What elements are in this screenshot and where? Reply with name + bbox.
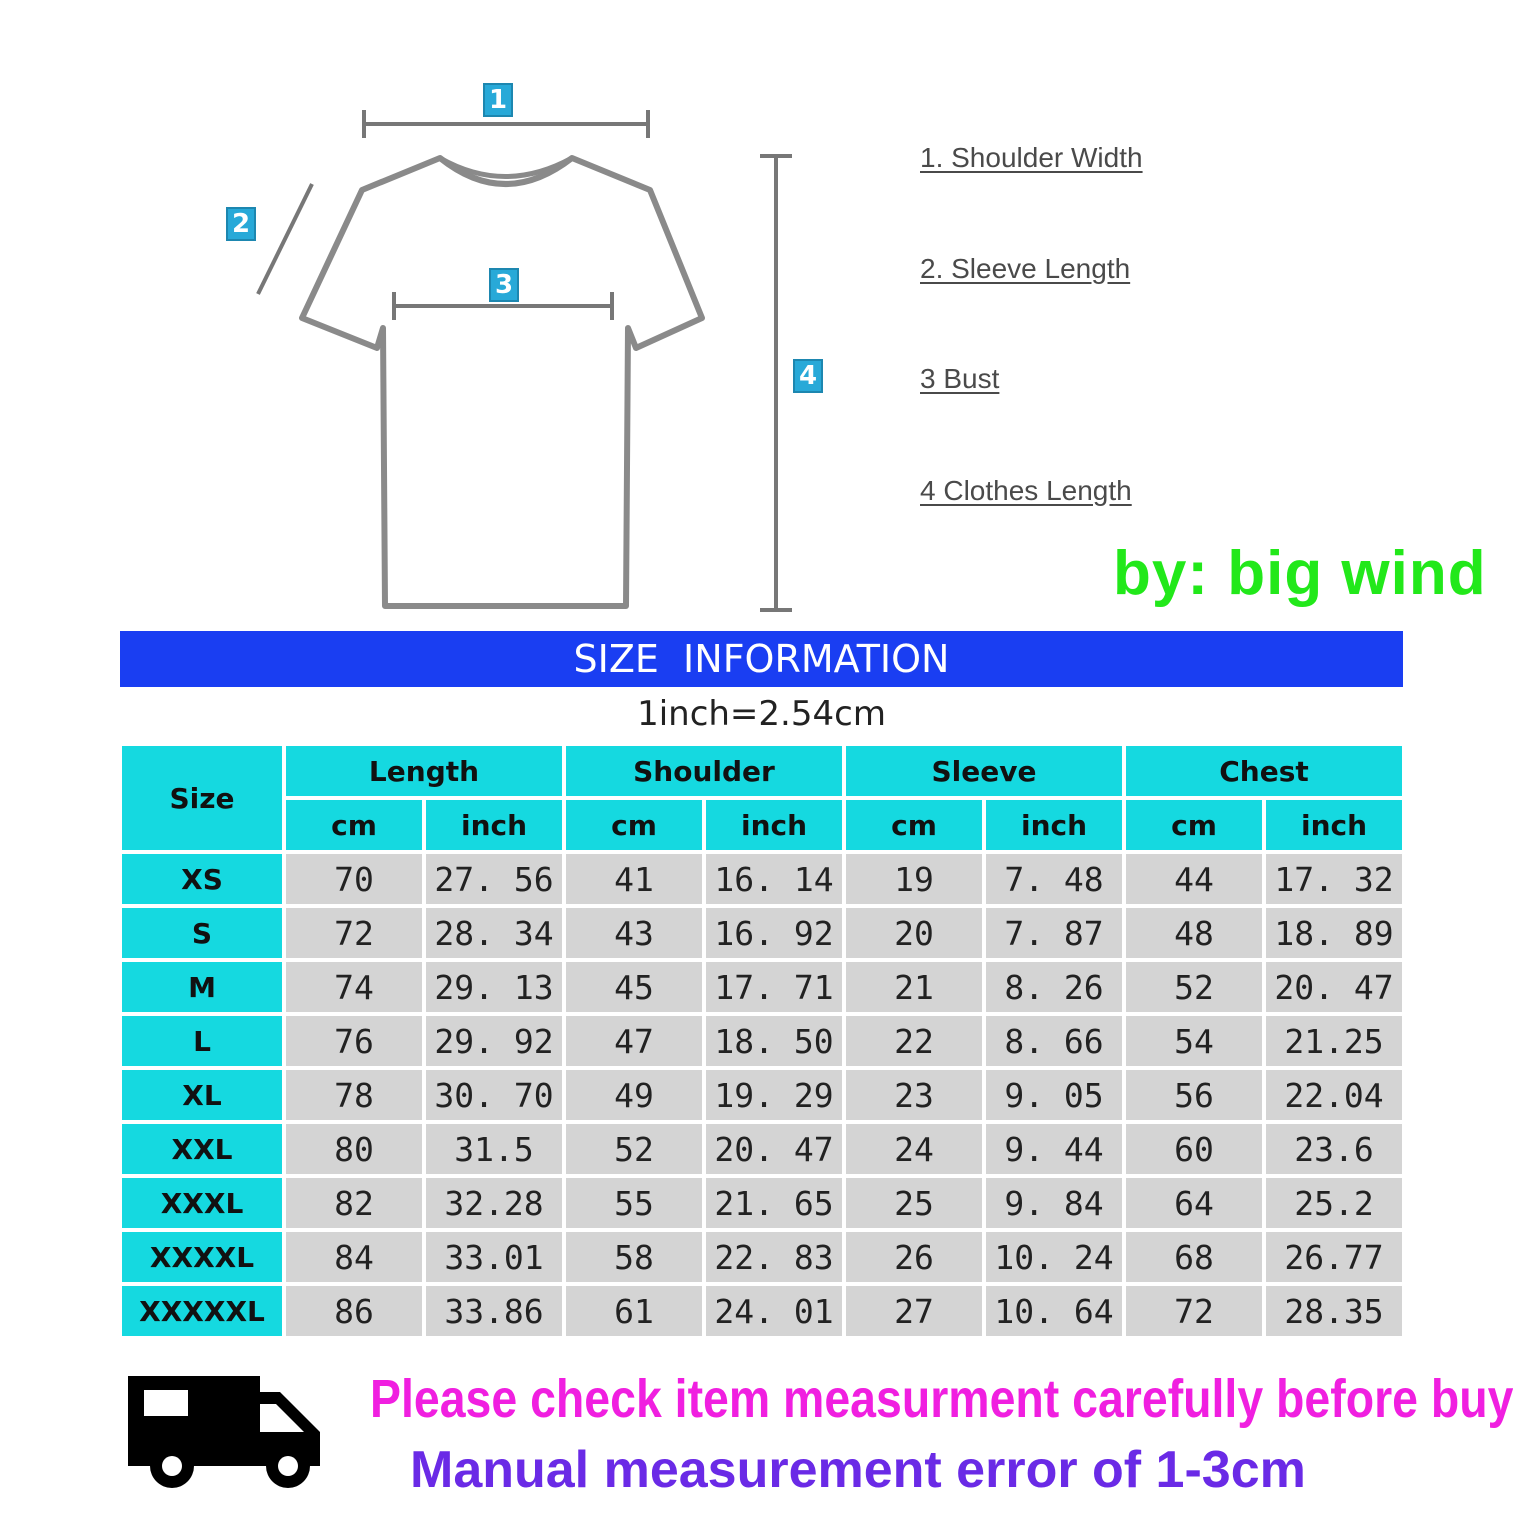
- measurement-cell: 18. 50: [706, 1016, 842, 1066]
- measurement-cell: 41: [566, 854, 702, 904]
- size-label: XXXXL: [122, 1232, 282, 1282]
- measurement-cell: 49: [566, 1070, 702, 1120]
- measurement-cell: 20. 47: [706, 1124, 842, 1174]
- size-label: S: [122, 908, 282, 958]
- measurement-cell: 21: [846, 962, 982, 1012]
- size-table: [118, 742, 1406, 1340]
- table-row: [122, 1286, 1402, 1336]
- measurement-cell: 7. 87: [986, 908, 1122, 958]
- table-row: [122, 908, 1402, 958]
- measurement-cell: 58: [566, 1232, 702, 1282]
- byline: by: big wind: [1113, 539, 1487, 608]
- measurement-cell: 52: [566, 1124, 702, 1174]
- measurement-cell: 76: [286, 1016, 422, 1066]
- measurement-cell: 72: [286, 908, 422, 958]
- legend-shoulder-width: 1. Shoulder Width: [920, 142, 1143, 173]
- measurement-cell: 23.6: [1266, 1124, 1402, 1174]
- measurement-cell: 25.2: [1266, 1178, 1402, 1228]
- measurement-cell: 20: [846, 908, 982, 958]
- measurement-cell: 54: [1126, 1016, 1262, 1066]
- measurement-cell: 8. 66: [986, 1016, 1122, 1066]
- measurement-cell: 10. 24: [986, 1232, 1122, 1282]
- measurement-cell: 82: [286, 1178, 422, 1228]
- measurement-cell: 19: [846, 854, 982, 904]
- size-label: L: [122, 1016, 282, 1066]
- delivery-truck-icon: [120, 1368, 340, 1492]
- measurement-cell: 23: [846, 1070, 982, 1120]
- size-information-banner: [120, 631, 1403, 687]
- table-row: [122, 1070, 1402, 1120]
- measurement-cell: 60: [1126, 1124, 1262, 1174]
- measurement-cell: 45: [566, 962, 702, 1012]
- measurement-cell: 68: [1126, 1232, 1262, 1282]
- measurement-error-notice: Manual measurement error of 1-3cm: [410, 1441, 1306, 1499]
- measurement-cell: 7. 48: [986, 854, 1122, 904]
- legend-clothes-length: 4 Clothes Length: [920, 475, 1132, 506]
- measurement-cell: 29. 13: [426, 962, 562, 1012]
- measurement-cell: 33.01: [426, 1232, 562, 1282]
- unit-header: cm: [846, 800, 982, 850]
- legend-bust: 3 Bust: [920, 363, 1000, 394]
- measurement-cell: 16. 92: [706, 908, 842, 958]
- size-label: XXL: [122, 1124, 282, 1174]
- unit-header: inch: [1266, 800, 1402, 850]
- measurement-cell: 8. 26: [986, 962, 1122, 1012]
- measurement-cell: 70: [286, 854, 422, 904]
- group-header-chest: Chest: [1126, 746, 1402, 796]
- measurement-check-notice: Please check item measurment carefully before buy: [370, 1369, 1513, 1429]
- group-header-sleeve: Sleeve: [846, 746, 1122, 796]
- measurement-cell: 26.77: [1266, 1232, 1402, 1282]
- measurement-cell: 61: [566, 1286, 702, 1336]
- measurement-cell: 25: [846, 1178, 982, 1228]
- measurement-cell: 22: [846, 1016, 982, 1066]
- size-label: XXXXXL: [122, 1286, 282, 1336]
- banner-title: SIZE INFORMATION: [573, 637, 950, 681]
- measurement-cell: 27. 56: [426, 854, 562, 904]
- table-row: [122, 1178, 1402, 1228]
- size-label: XS: [122, 854, 282, 904]
- measurement-cell: 28.35: [1266, 1286, 1402, 1336]
- size-label: M: [122, 962, 282, 1012]
- measurement-cell: 24: [846, 1124, 982, 1174]
- table-row: [122, 1016, 1402, 1066]
- measurement-cell: 20. 47: [1266, 962, 1402, 1012]
- unit-header: inch: [426, 800, 562, 850]
- size-label: XL: [122, 1070, 282, 1120]
- size-label: XXXL: [122, 1178, 282, 1228]
- size-column-header: Size: [122, 746, 282, 850]
- measurement-cell: 86: [286, 1286, 422, 1336]
- measurement-cell: 22.04: [1266, 1070, 1402, 1120]
- measurement-cell: 19. 29: [706, 1070, 842, 1120]
- marker-sleeve-length: 2: [226, 207, 256, 241]
- marker-clothes-length: 4: [793, 359, 823, 393]
- measurement-cell: 44: [1126, 854, 1262, 904]
- unit-header: cm: [286, 800, 422, 850]
- measurement-cell: 33.86: [426, 1286, 562, 1336]
- measurement-cell: 80: [286, 1124, 422, 1174]
- measurement-cell: 78: [286, 1070, 422, 1120]
- measurement-cell: 64: [1126, 1178, 1262, 1228]
- measurement-cell: 43: [566, 908, 702, 958]
- measurement-cell: 9. 44: [986, 1124, 1122, 1174]
- measurement-cell: 28. 34: [426, 908, 562, 958]
- measurement-cell: 27: [846, 1286, 982, 1336]
- measurement-cell: 56: [1126, 1070, 1262, 1120]
- measurement-cell: 48: [1126, 908, 1262, 958]
- table-row: [122, 1124, 1402, 1174]
- measurement-cell: 21. 65: [706, 1178, 842, 1228]
- measurement-cell: 74: [286, 962, 422, 1012]
- table-row: [122, 854, 1402, 904]
- measurement-cell: 30. 70: [426, 1070, 562, 1120]
- marker-bust: 3: [489, 268, 519, 302]
- measurement-cell: 47: [566, 1016, 702, 1066]
- measurement-cell: 72: [1126, 1286, 1262, 1336]
- group-header-length: Length: [286, 746, 562, 796]
- table-row: [122, 1232, 1402, 1282]
- size-rows: [122, 854, 1402, 1336]
- measurement-cell: 55: [566, 1178, 702, 1228]
- measurement-cell: 16. 14: [706, 854, 842, 904]
- measurement-diagram: [0, 0, 1513, 620]
- marker-shoulder-width: 1: [483, 83, 513, 117]
- measurement-cell: 24. 01: [706, 1286, 842, 1336]
- measurement-cell: 29. 92: [426, 1016, 562, 1066]
- measurement-cell: 31.5: [426, 1124, 562, 1174]
- unit-conversion: 1inch=2.54cm: [637, 694, 886, 734]
- table-row: [122, 962, 1402, 1012]
- measurement-cell: 26: [846, 1232, 982, 1282]
- measurement-cell: 9. 84: [986, 1178, 1122, 1228]
- measurement-cell: 32.28: [426, 1178, 562, 1228]
- measurement-cell: 10. 64: [986, 1286, 1122, 1336]
- unit-header: cm: [1126, 800, 1262, 850]
- unit-header: inch: [986, 800, 1122, 850]
- measurement-cell: 17. 32: [1266, 854, 1402, 904]
- unit-header: cm: [566, 800, 702, 850]
- group-header-shoulder: Shoulder: [566, 746, 842, 796]
- legend-sleeve-length: 2. Sleeve Length: [920, 253, 1131, 284]
- measurement-cell: 21.25: [1266, 1016, 1402, 1066]
- measurement-cell: 52: [1126, 962, 1262, 1012]
- measurement-cell: 22. 83: [706, 1232, 842, 1282]
- t-shirt-outline-icon: [0, 0, 1513, 620]
- measurement-cell: 9. 05: [986, 1070, 1122, 1120]
- measurement-cell: 18. 89: [1266, 908, 1402, 958]
- measurement-cell: 17. 71: [706, 962, 842, 1012]
- unit-header: inch: [706, 800, 842, 850]
- measurement-cell: 84: [286, 1232, 422, 1282]
